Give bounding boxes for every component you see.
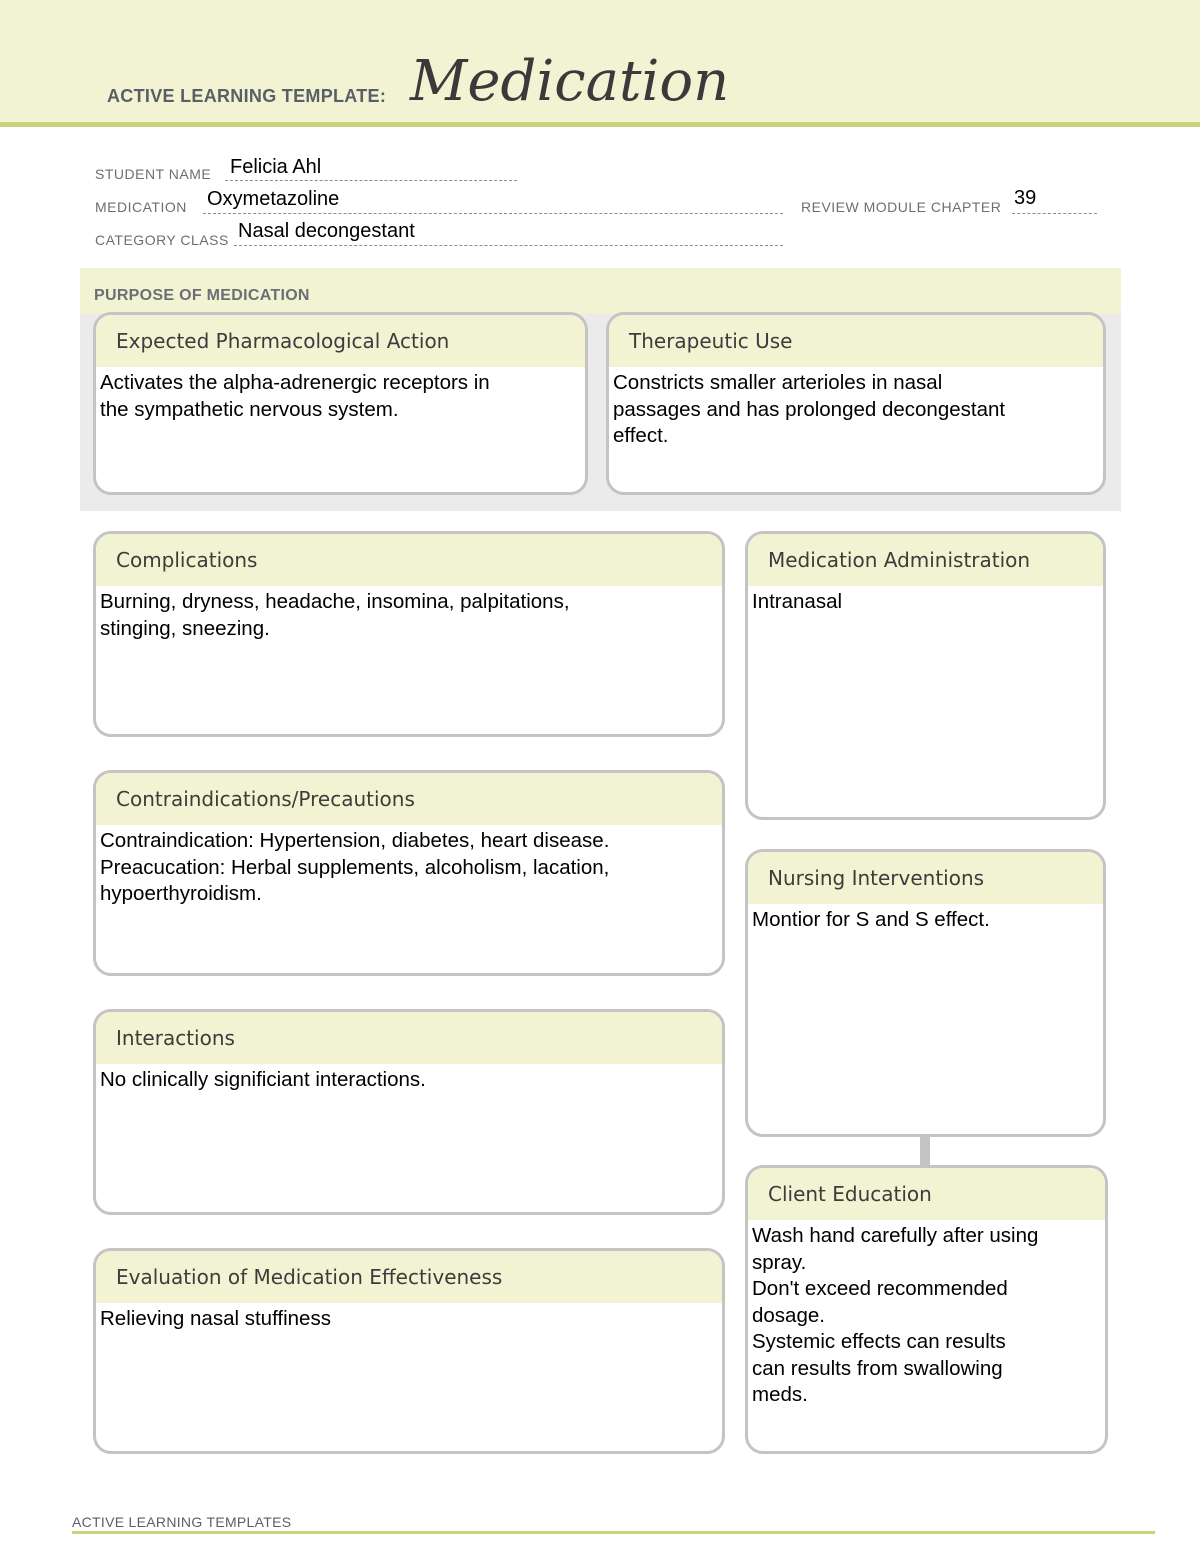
category-field[interactable]: Nasal decongestant <box>238 220 415 242</box>
purpose-label: PURPOSE OF MEDICATION <box>94 287 310 304</box>
review-module-line <box>1012 213 1097 214</box>
interactions-title: Interactions <box>96 1012 722 1064</box>
student-name-line <box>225 180 517 181</box>
education-text[interactable]: Wash hand carefully after using spray. Don't exceed recommended dosage. Systemic effects can results can results from swallowing meds. <box>752 1224 1039 1406</box>
contraindications-text[interactable]: Contraindication: Hypertension, diabetes, heart disease. Preacucation: Herbal supplements, alcoholism, lacation, hypoerthyroidism. <box>100 829 610 905</box>
contraindications-card <box>93 770 725 976</box>
review-module-label: REVIEW MODULE CHAPTER <box>801 199 1002 215</box>
evaluation-title: Evaluation of Medication Effectiveness <box>96 1251 722 1303</box>
medication-line <box>203 213 783 214</box>
evaluation-card <box>93 1248 725 1454</box>
header-divider <box>0 122 1200 127</box>
expected-action-text[interactable]: Activates the alpha-adrenergic receptors in the sympathetic nervous system. <box>100 371 490 421</box>
therapeutic-use-title: Therapeutic Use <box>609 315 1103 367</box>
student-name-label: STUDENT NAME <box>95 166 212 182</box>
education-card <box>745 1165 1108 1454</box>
footer-divider <box>72 1531 1155 1534</box>
education-title: Client Education <box>748 1168 1105 1220</box>
administration-text[interactable]: Intranasal <box>752 590 843 613</box>
footer-text: ACTIVE LEARNING TEMPLATES <box>72 1514 292 1530</box>
nursing-card <box>745 849 1106 1137</box>
nursing-text[interactable]: Montior for S and S effect. <box>752 908 990 931</box>
interactions-card <box>93 1009 725 1215</box>
review-module-field[interactable]: 39 <box>1014 187 1037 209</box>
administration-title: Medication Administration <box>748 534 1103 586</box>
student-name-field[interactable]: Felicia Ahl <box>230 156 322 178</box>
template-prefix: ACTIVE LEARNING TEMPLATE: <box>107 86 387 106</box>
administration-card <box>745 531 1106 820</box>
medication-field[interactable]: Oxymetazoline <box>207 188 340 210</box>
card-connector <box>920 1135 930 1167</box>
expected-action-title: Expected Pharmacological Action <box>96 315 585 367</box>
therapeutic-use-text[interactable]: Constricts smaller arterioles in nasal passages and has prolonged decongestant effect. <box>613 371 1006 447</box>
complications-text[interactable]: Burning, dryness, headache, insomina, palpitations, stinging, sneezing. <box>100 590 570 640</box>
expected-action-card <box>93 312 588 495</box>
category-line <box>234 245 783 246</box>
page-title: Medication <box>410 49 730 114</box>
complications-title: Complications <box>96 534 722 586</box>
therapeutic-use-card <box>606 312 1106 495</box>
medication-label: MEDICATION <box>95 199 187 215</box>
contraindications-title: Contraindications/Precautions <box>96 773 722 825</box>
category-label: CATEGORY CLASS <box>95 232 229 248</box>
evaluation-text[interactable]: Relieving nasal stuffiness <box>100 1307 331 1330</box>
nursing-title: Nursing Interventions <box>748 852 1103 904</box>
complications-card <box>93 531 725 737</box>
interactions-text[interactable]: No clinically significiant interactions. <box>100 1068 426 1091</box>
